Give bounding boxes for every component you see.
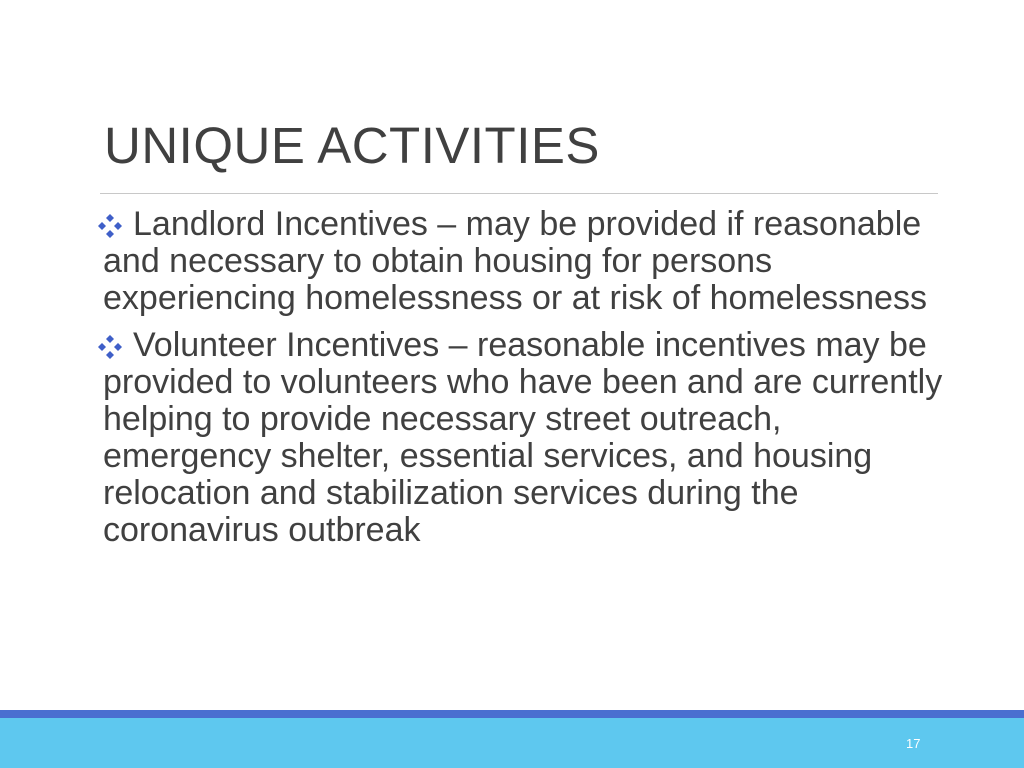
footer-band [0, 718, 1024, 768]
footer-accent-line [0, 710, 1024, 718]
slide-title: UNIQUE ACTIVITIES [104, 117, 600, 174]
bullet-text: Landlord Incentives – may be provided if reasonable and necessary to obtain housing for persons experiencing homelessness or at risk of homelessness [103, 205, 927, 317]
title-divider [100, 193, 938, 194]
bullet-text: Volunteer Incentives – reasonable incentives may be provided to volunteers who have been and are currently helping to provide necessary street outreach, emergency shelter, essential services, and housing relocation and stabilization services during the coronavirus outbreak [103, 326, 943, 549]
page-number: 17 [906, 736, 921, 751]
diamond-bullet-icon [95, 332, 125, 362]
slide-body [103, 206, 943, 559]
diamond-bullet-icon [95, 211, 125, 241]
bullet-item-landlord-incentives [103, 206, 943, 317]
bullet-item-volunteer-incentives [103, 327, 943, 549]
